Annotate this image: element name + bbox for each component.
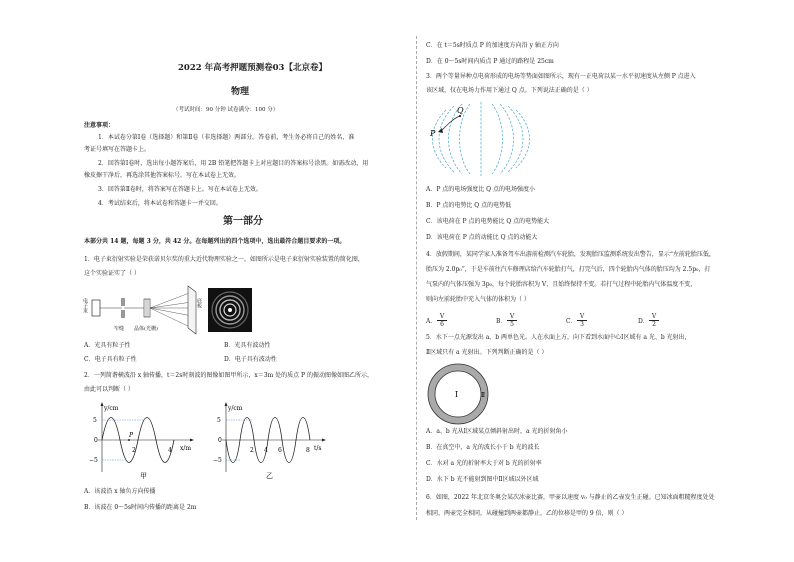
notes-heading: 注意事项： xyxy=(84,122,115,129)
slit-label: 窄缝 xyxy=(114,326,125,332)
q5-option-c: C．水对 a 光的折射率大于对 b 光的折射率 xyxy=(426,460,542,467)
q2-option-d: D．在 0～5s时间内质点 P 通过的路程是 25cm xyxy=(426,58,554,65)
region-two-label: Ⅱ xyxy=(481,392,486,399)
note-line: 橡皮擦干净后，再选涂其他答案标号。写在本试卷上无效。 xyxy=(84,172,241,179)
note-line: 考证号填写在答题卡上。 xyxy=(84,146,151,153)
graph-b-xtick: 2 xyxy=(250,447,254,454)
graph-a-ytick: 5 xyxy=(93,417,97,424)
crystal-label: 晶体(光栅) xyxy=(134,326,158,332)
q2-option-a: A．该波沿 x 轴负方向传播 xyxy=(84,488,156,495)
graph-b-ylabel: y/cm xyxy=(228,405,243,412)
q5-option-d: D．水下 b 光不能射到图中Ⅱ区域以外区域 xyxy=(426,476,539,483)
q2-option-c: C．在 t＝5s时质点 P 的加速度方向沿 y 轴正方向 xyxy=(426,42,559,49)
q1-option-a: A．光具有粒子性 xyxy=(84,342,131,349)
exam-title: 2022 年高考押题预测卷03【北京卷】 xyxy=(178,63,327,73)
graph-b-ytick: 5 xyxy=(217,417,221,424)
q1-stem: 1．电子束衍射实验是荣获诺贝尔奖的重大近代物理实验之一。如图所示是电子束衍射实验装置的简化图， xyxy=(84,256,364,263)
graph-b-ytick: 0 xyxy=(218,437,222,444)
q4-stem: 胎压为 2.0p₀”，于是车前往汽车修理店给汽车轮胎打气，打完气后，四个轮胎内气体的胎压均为 2.5p₀，打 xyxy=(426,266,711,273)
graph-b-caption: 乙 xyxy=(266,472,273,480)
q4-option-a-label: A． xyxy=(426,318,437,325)
q3-stem: 3．两个等量异种点电荷形成的电场等势面如图所示，现有一正电荷以某一水平初速度从左侧 P 点进入 xyxy=(426,73,696,80)
q1-option-b: B．光具有波动性 xyxy=(224,342,271,349)
graph-a-xlabel: x/m xyxy=(180,445,192,452)
subject-title: 物理 xyxy=(231,87,250,97)
q4-option-b-fraction: $\frac{V}{5}$ xyxy=(507,313,517,328)
q4-option-a-fraction: $\frac{V}{6}$ xyxy=(437,313,447,328)
graph-a-ytick: −5 xyxy=(89,457,98,464)
section-title: 第一部分 xyxy=(223,216,263,227)
q4-stem: 气泵内的气体压强为 3p₀，每个轮胎容积为 V，且始终保持不变。若打气过程中轮胎内气体温度不变， xyxy=(426,281,697,288)
q1-option-d: D．电子具有波动性 xyxy=(224,356,277,363)
wave-graph-b xyxy=(212,400,330,480)
graph-a-xtick: 2 xyxy=(132,447,136,454)
light-regions-figure xyxy=(426,362,490,426)
graph-a-ylabel: y/cm xyxy=(104,405,119,412)
q4-option-d-label: D． xyxy=(638,318,649,325)
q3-option-c: C．该电荷在 P 点的电势能比 Q 点的电势能大 xyxy=(426,218,550,225)
equipotential-figure xyxy=(426,102,538,176)
q5-stem: Ⅱ区域只有 a 光射出。下列判断正确的是（ ） xyxy=(426,349,548,356)
graph-b-xtick: 4 xyxy=(264,447,268,454)
section-instruction: 本部分共 14 题，每题 3 分，共 42 分。在每题列出的四个选项中，选出最符合题目要求的一项。 xyxy=(84,238,346,245)
point-p-label: P xyxy=(430,129,436,138)
q5-stem: 5．水下一点光源发出 a、b 两单色光。人在水面上方，向下看到水面中心Ⅰ区域有 a 光、b 光射出， xyxy=(426,334,691,341)
note-line: 4．考试结束后，将本试卷和答题卡一并交回。 xyxy=(98,200,222,207)
graph-a-caption: 甲 xyxy=(140,472,147,480)
note-line: 1．本试卷分第Ⅰ卷（选择题）和第Ⅱ卷（非选择题）两部分。答卷前，考生务必将自己的姓名、准 xyxy=(98,134,355,141)
q3-option-d: D．该电荷在 P 点的动能比 Q 点的动能大 xyxy=(426,234,538,241)
graph-a-xtick: 4 xyxy=(168,447,172,454)
q4-stem: 4．放假期间，某同学家人准备驾车出游前检测汽车轮胎，发现胎压监测系统发出警告，显示“左前轮胎压低， xyxy=(426,251,715,258)
column-divider xyxy=(416,36,417,520)
screen-label: 底板 xyxy=(196,298,202,308)
point-q-label: Q xyxy=(457,106,464,115)
q1-option-c: C．电子具有粒子性 xyxy=(84,356,137,363)
graph-a-point-p: P xyxy=(129,432,134,439)
source-label: 电子束 xyxy=(82,298,88,313)
q5-option-b: B．在真空中，a 光的波长小于 b 光的波长 xyxy=(426,444,540,451)
q3-option-a: A．P 点的电场强度比 Q 点的电场强度小 xyxy=(426,186,536,193)
q1-stem: 这个实验证实了（ ） xyxy=(84,270,140,277)
note-line: 2．回答第Ⅰ卷时，选出每小题答案后，用 2B 铅笔把答题卡上对应题目的答案标号涂黑。如需改动，用 xyxy=(98,160,369,167)
q4-option-c-label: C． xyxy=(566,318,577,325)
graph-b-xlabel: t/s xyxy=(314,445,322,452)
exam-info: （考试时间：90 分钟 试卷满分：100 分） xyxy=(173,107,279,113)
q4-option-c-fraction: $\frac{V}{3}$ xyxy=(577,313,587,328)
region-one-label: Ⅰ xyxy=(455,390,459,399)
graph-b-xtick: 8 xyxy=(306,447,310,454)
graph-b-ytick: −5 xyxy=(213,457,222,464)
q6-stem: 相同，两壶完全相同，从碰撞到两壶都静止，乙的位移是甲的 9 倍，则（ ） xyxy=(426,510,628,517)
graph-a-ytick: 0 xyxy=(94,437,98,444)
q4-option-b-label: B． xyxy=(496,318,507,325)
q3-option-b: B．P 点的电势比 Q 点的电势低 xyxy=(426,202,512,209)
q6-stem: 6．如图，2022 年北京冬奥会某次冰壶比赛，甲壶以速度 v₀ 与静止的乙壶发生正碰。已知冰面粗糙程度处处 xyxy=(426,494,715,501)
q2-option-b: B．该波在 0～5s时间内传播的距离是 2m xyxy=(84,504,197,511)
q4-option-d-fraction: $\frac{V}{2}$ xyxy=(649,313,659,328)
q5-option-a: A．a、b 光从Ⅰ区域某点倾斜射出时，a 光的折射角小 xyxy=(426,428,568,435)
q2-stem: 由此可以判断（ ） xyxy=(84,386,134,393)
graph-b-xtick: 6 xyxy=(278,447,282,454)
q3-stem: 该区域，仅在电场力作用下通过 Q 点。下列说法正确的是（ ） xyxy=(426,87,593,94)
note-line: 3．回答第Ⅱ卷时，将答案写在答题卡上。写在本试卷上无效。 xyxy=(98,186,262,193)
wave-graph-a xyxy=(88,400,198,480)
electron-diffraction-figure xyxy=(84,284,254,338)
q4-stem: 则向左前轮胎中充入气体的体积为（ ） xyxy=(426,296,530,303)
q2-stem: 2．一列简谐横波沿 x 轴传播，t＝2s时刻波的图像如图甲所示，x＝3m 处的质点 P 的振动图像如图乙所示， xyxy=(84,372,373,379)
